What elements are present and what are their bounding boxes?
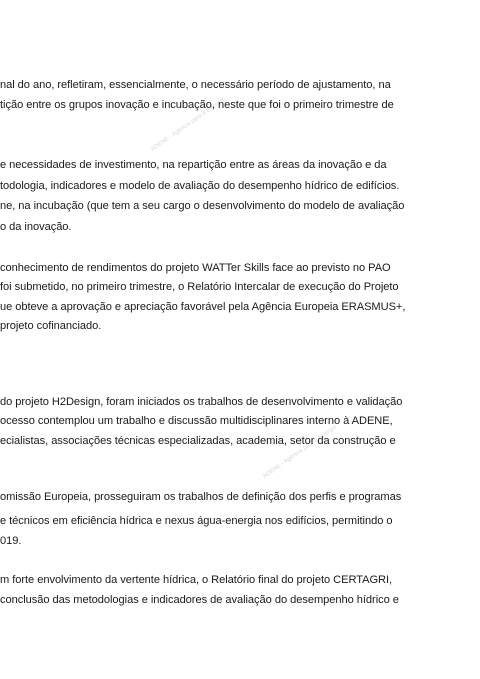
text-line: ne, na incubação (que tem a seu cargo o desenvolvimento do modelo de avaliação [0,200,405,212]
text-line: m forte envolvimento da vertente hídrica, o Relatório final do projeto CERTAGRI, [0,574,393,586]
text-line: tição entre os grupos inovação e incubação, neste que foi o primeiro trimestre de [0,99,394,111]
text-line: ocesso contemplou um trabalho e discussão multidisciplinares interno à ADENE, [0,415,393,427]
text-line: e necessidades de investimento, na repartição entre as áreas da inovação e da [0,159,387,171]
text-line: foi submetido, no primeiro trimestre, o Relatório Intercalar de execução do Projeto [0,281,399,293]
text-line: e técnicos em eficiência hídrica e nexus água-energia nos edifícios, permitindo o [0,515,393,527]
text-line: todologia, indicadores e modelo de avaliação do desempenho hídrico de edifícios. [0,180,400,192]
text-line: 019. [0,535,22,547]
watermark: ADENE - Agência para a Energia [150,97,226,153]
text-line: do projeto H2Design, foram iniciados os trabalhos de desenvolvimento e validação [0,396,403,408]
text-line: projeto cofinanciado. [0,320,102,332]
text-line: nal do ano, refletiram, essencialmente, o necessário período de ajustamento, na [0,79,391,91]
text-line: conhecimento de rendimentos do projeto WATTer Skills face ao previsto no PAO [0,262,391,274]
text-line: o da inovação. [0,221,72,233]
text-line: ecialistas, associações técnicas especializadas, academia, setor da construção e [0,435,396,447]
text-line: omissão Europeia, prosseguiram os trabalhos de definição dos perfis e programas [0,491,402,503]
watermark: ADENE - Agência para a Energia [262,424,338,480]
text-line: conclusão das metodologias e indicadores de avaliação do desempenho hídrico e [0,594,399,606]
text-line: ue obteve a aprovação e apreciação favorável pela Agência Europeia ERASMUS+, [0,301,406,313]
